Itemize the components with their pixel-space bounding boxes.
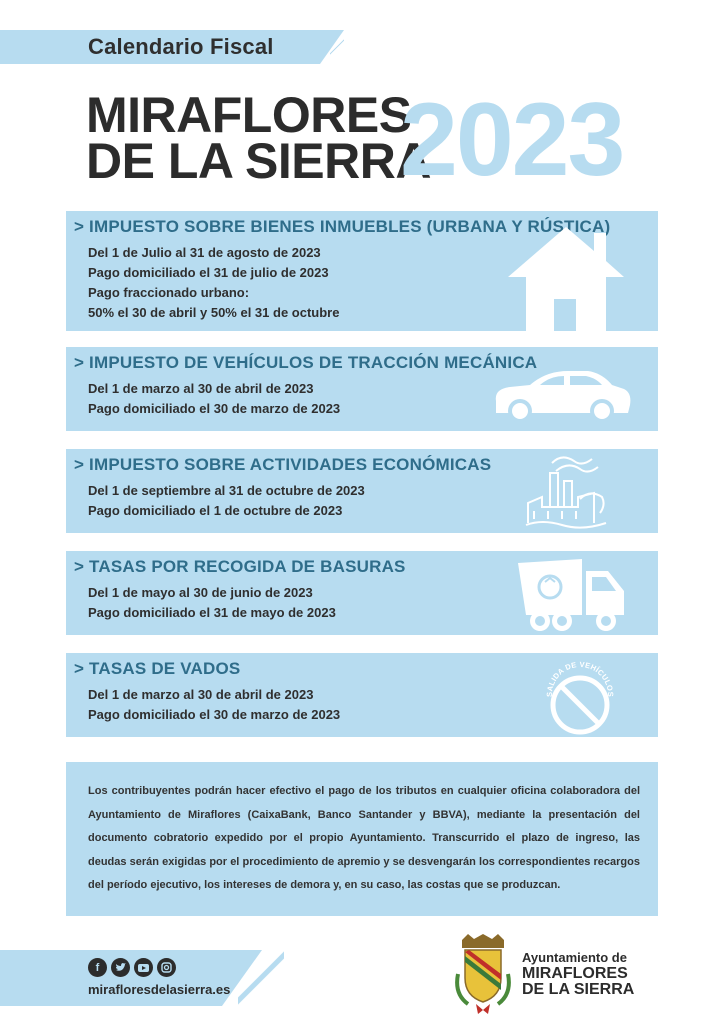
payment-info-box: [66, 762, 658, 916]
no-parking-sign-icon: [536, 655, 624, 737]
town-title-line-2: DE LA SIERRA: [86, 133, 431, 189]
tax-box-activities: [66, 449, 658, 533]
website-link[interactable]: mirafloresdelasierra.es: [88, 982, 231, 997]
tax-details: [88, 243, 339, 323]
house-icon: [508, 227, 624, 331]
tax-line: Pago domiciliado el 31 de mayo de 2023: [88, 605, 336, 620]
tax-title: > IMPUESTO SOBRE BIENES INMUEBLES (URBANA Y RÚSTICA): [74, 217, 611, 236]
tax-line: Del 1 de Julio al 31 de agosto de 2023: [88, 245, 321, 260]
tax-title: > TASAS POR RECOGIDA DE BASURAS: [74, 557, 406, 576]
facebook-icon[interactable]: f: [88, 958, 107, 977]
instagram-icon[interactable]: [157, 958, 176, 977]
header-banner-stripe: [330, 30, 344, 64]
tax-line: Pago domiciliado el 1 de octubre de 2023: [88, 503, 343, 518]
tax-line: Del 1 de mayo al 30 de junio de 2023: [88, 585, 313, 600]
ayuntamiento-name-line-2: DE LA SIERRA: [522, 981, 635, 998]
tax-line: Pago domiciliado el 30 de marzo de 2023: [88, 707, 341, 722]
payment-info-text: Los contribuyentes podrán hacer efectivo el pago de los tributos en cualquier oficina colaboradora del Ayuntamiento de Miraflores (CaixaBank, Banco Santander y BBVA), mediante la presentación del documento cobratorio expedido por el propio Ayuntamiento. Transcurrido el plazo de ingreso, las deudas serán exigidas por el procedimiento de apremio y se desvengarán los correspondientes recargos del período ejecutivo, los intereses de demora y, en su caso, las costas que se produzcan.: [88, 785, 640, 891]
twitter-icon[interactable]: [111, 958, 130, 977]
tax-details: [88, 481, 365, 521]
tax-box-vados: [66, 653, 658, 737]
tax-box-garbage: [66, 551, 658, 635]
tax-line: 50% el 30 de abril y 50% el 31 de octubre: [88, 305, 340, 320]
garbage-truck-icon: [512, 557, 628, 633]
factory-icon: [522, 453, 612, 531]
tax-box-ibi: [66, 211, 658, 331]
sign-text: SALIDA DE VEHÍCULOS: [544, 659, 616, 698]
town-title: [86, 87, 431, 189]
tax-line: Pago fraccionado urbano:: [88, 285, 250, 300]
ayuntamiento-name-line-1: MIRAFLORES: [522, 965, 628, 982]
header-banner-label: Calendario Fiscal: [88, 34, 274, 59]
footer-banner-stripe: [238, 950, 284, 1006]
ayuntamiento-name: [522, 966, 634, 998]
youtube-icon[interactable]: [134, 958, 153, 977]
tax-line: Del 1 de marzo al 30 de abril de 2023: [88, 687, 314, 702]
tax-details: [88, 379, 340, 419]
header-banner: [0, 30, 320, 64]
ayuntamiento-label: Ayuntamiento de: [522, 950, 627, 965]
year-label: 2023: [400, 82, 624, 198]
tax-line: Pago domiciliado el 31 de julio de 2023: [88, 265, 329, 280]
tax-title: > IMPUESTO SOBRE ACTIVIDADES ECONÓMICAS: [74, 455, 492, 474]
tax-details: [88, 583, 336, 623]
social-links: [88, 958, 176, 977]
town-crest-icon: [452, 934, 514, 1014]
tax-box-vehicles: [66, 347, 658, 431]
tax-line: Del 1 de septiembre al 31 de octubre de 2023: [88, 483, 365, 498]
town-title-line-1: MIRAFLORES: [86, 87, 412, 143]
tax-title: > TASAS DE VADOS: [74, 659, 241, 678]
tax-title: > IMPUESTO DE VEHÍCULOS DE TRACCIÓN MECÁNICA: [74, 353, 538, 372]
car-icon: [490, 367, 634, 423]
tax-line: Pago domiciliado el 30 de marzo de 2023: [88, 401, 341, 416]
tax-line: Del 1 de marzo al 30 de abril de 2023: [88, 381, 314, 396]
tax-details: [88, 685, 340, 725]
